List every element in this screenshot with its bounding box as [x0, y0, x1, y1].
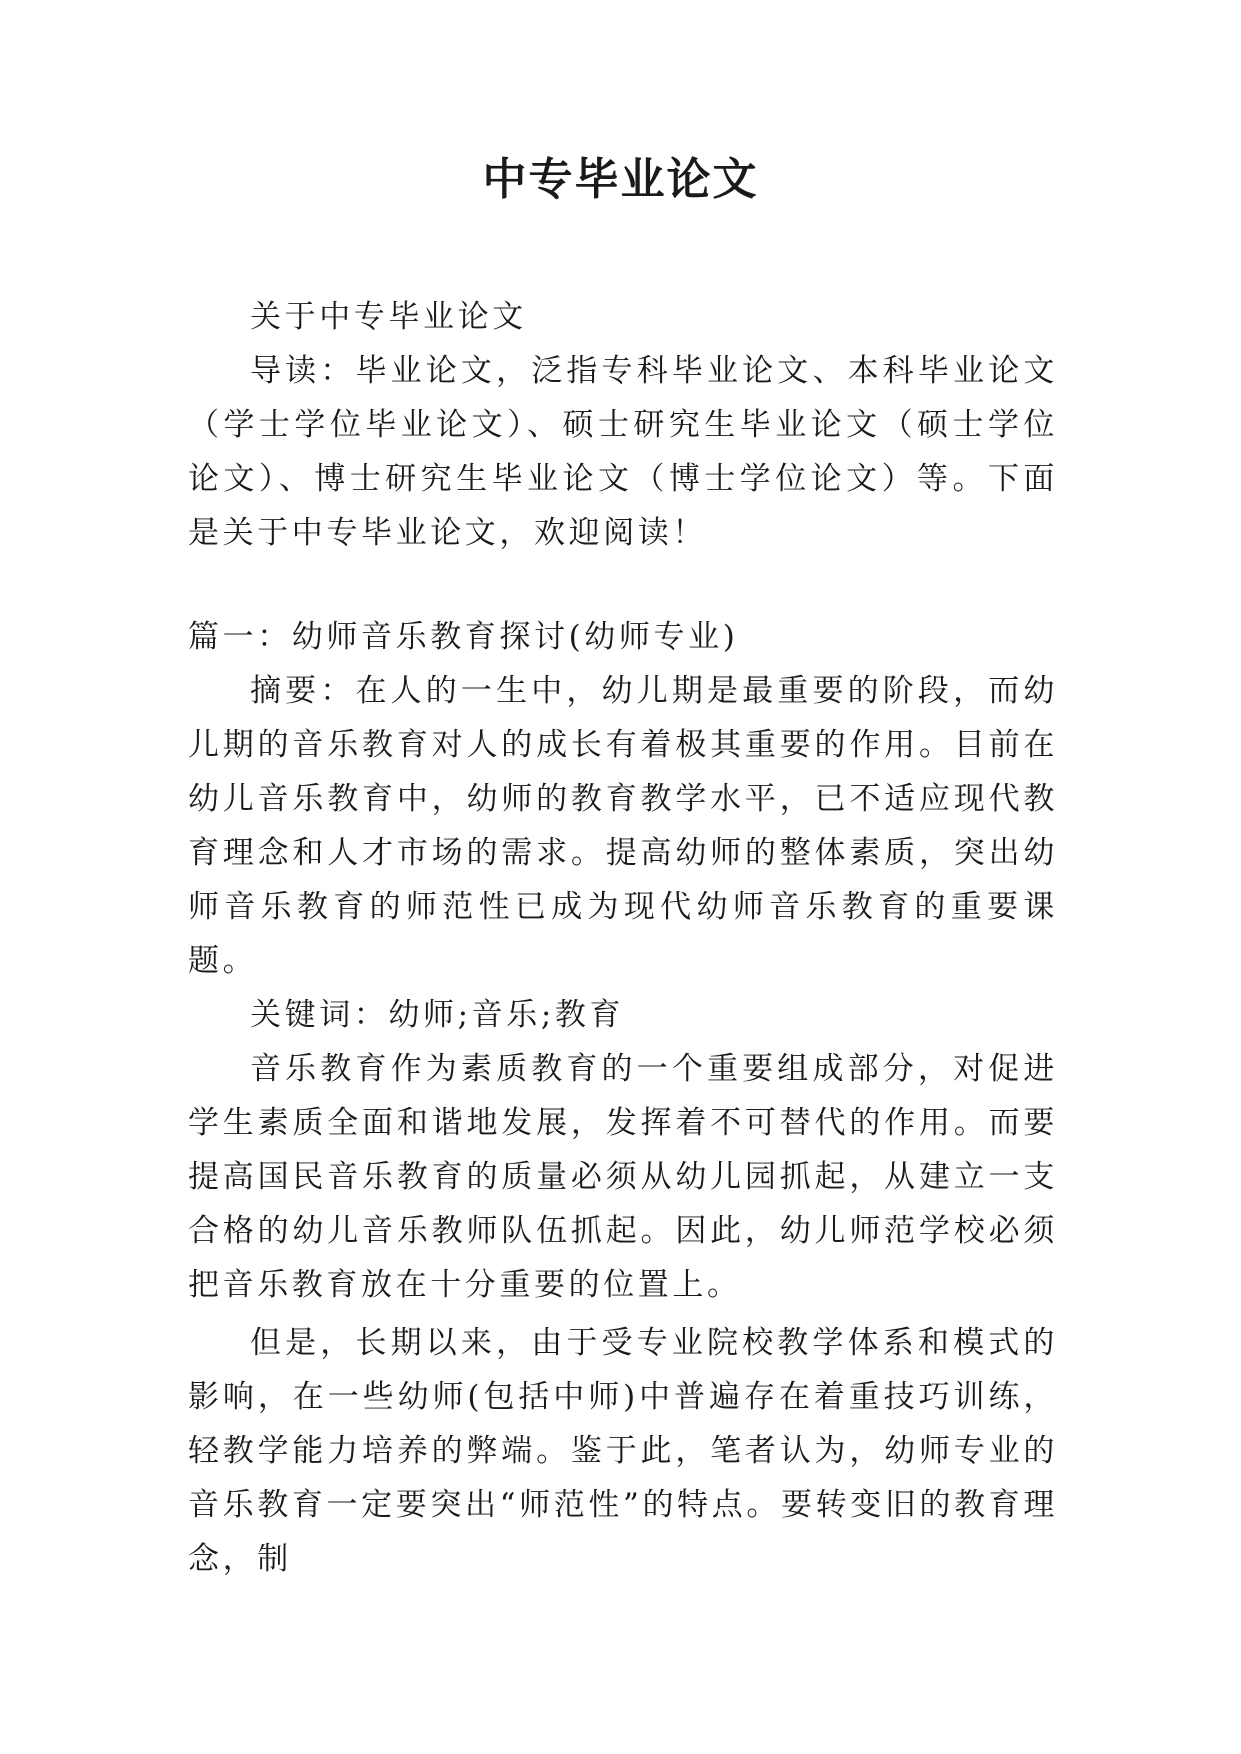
intro-paragraph: 导读：毕业论文，泛指专科毕业论文、本科毕业论文（学士学位毕业论文）、硕士研究生毕业论文（硕士学位论文）、博士研究生毕业论文（博士学位论文）等。下面是关于中专毕业论文，欢迎阅读！ — [188, 353, 1058, 551]
document-title: 中专毕业论文 — [482, 154, 759, 205]
section-title: 篇一：幼师音乐教育探讨(幼师专业) — [188, 619, 739, 655]
body-paragraph: 但是，长期以来，由于受专业院校教学体系和模式的影响，在一些幼师(包括中师)中普遍存在着重技巧训练，轻教学能力培养的弊端。鉴于此，笔者认为，幼师专业的音乐教育一定要突出“师范性”的特点。要转变旧的教育理念，制 — [188, 1325, 1058, 1577]
keywords-line: 关键词：幼师;音乐;教育 — [250, 997, 625, 1033]
body-paragraph: 音乐教育作为素质教育的一个重要组成部分，对促进学生素质全面和谐地发展，发挥着不可替代的作用。而要提高国民音乐教育的质量必须从幼儿园抓起，从建立一支合格的幼儿音乐教师队伍抓起。因此，幼儿师范学校必须把音乐教育放在十分重要的位置上。 — [188, 1051, 1058, 1303]
section-spacer — [188, 560, 1058, 610]
document-body — [188, 290, 1058, 1586]
intro-heading: 关于中专毕业论文 — [250, 299, 527, 335]
abstract-paragraph: 摘要：在人的一生中，幼儿期是最重要的阶段，而幼儿期的音乐教育对人的成长有着极其重要的作用。目前在幼儿音乐教育中，幼师的教育教学水平，已不适应现代教育理念和人才市场的需求。提高幼师的整体素质，突出幼师音乐教育的师范性已成为现代幼师音乐教育的重要课题。 — [188, 673, 1058, 979]
